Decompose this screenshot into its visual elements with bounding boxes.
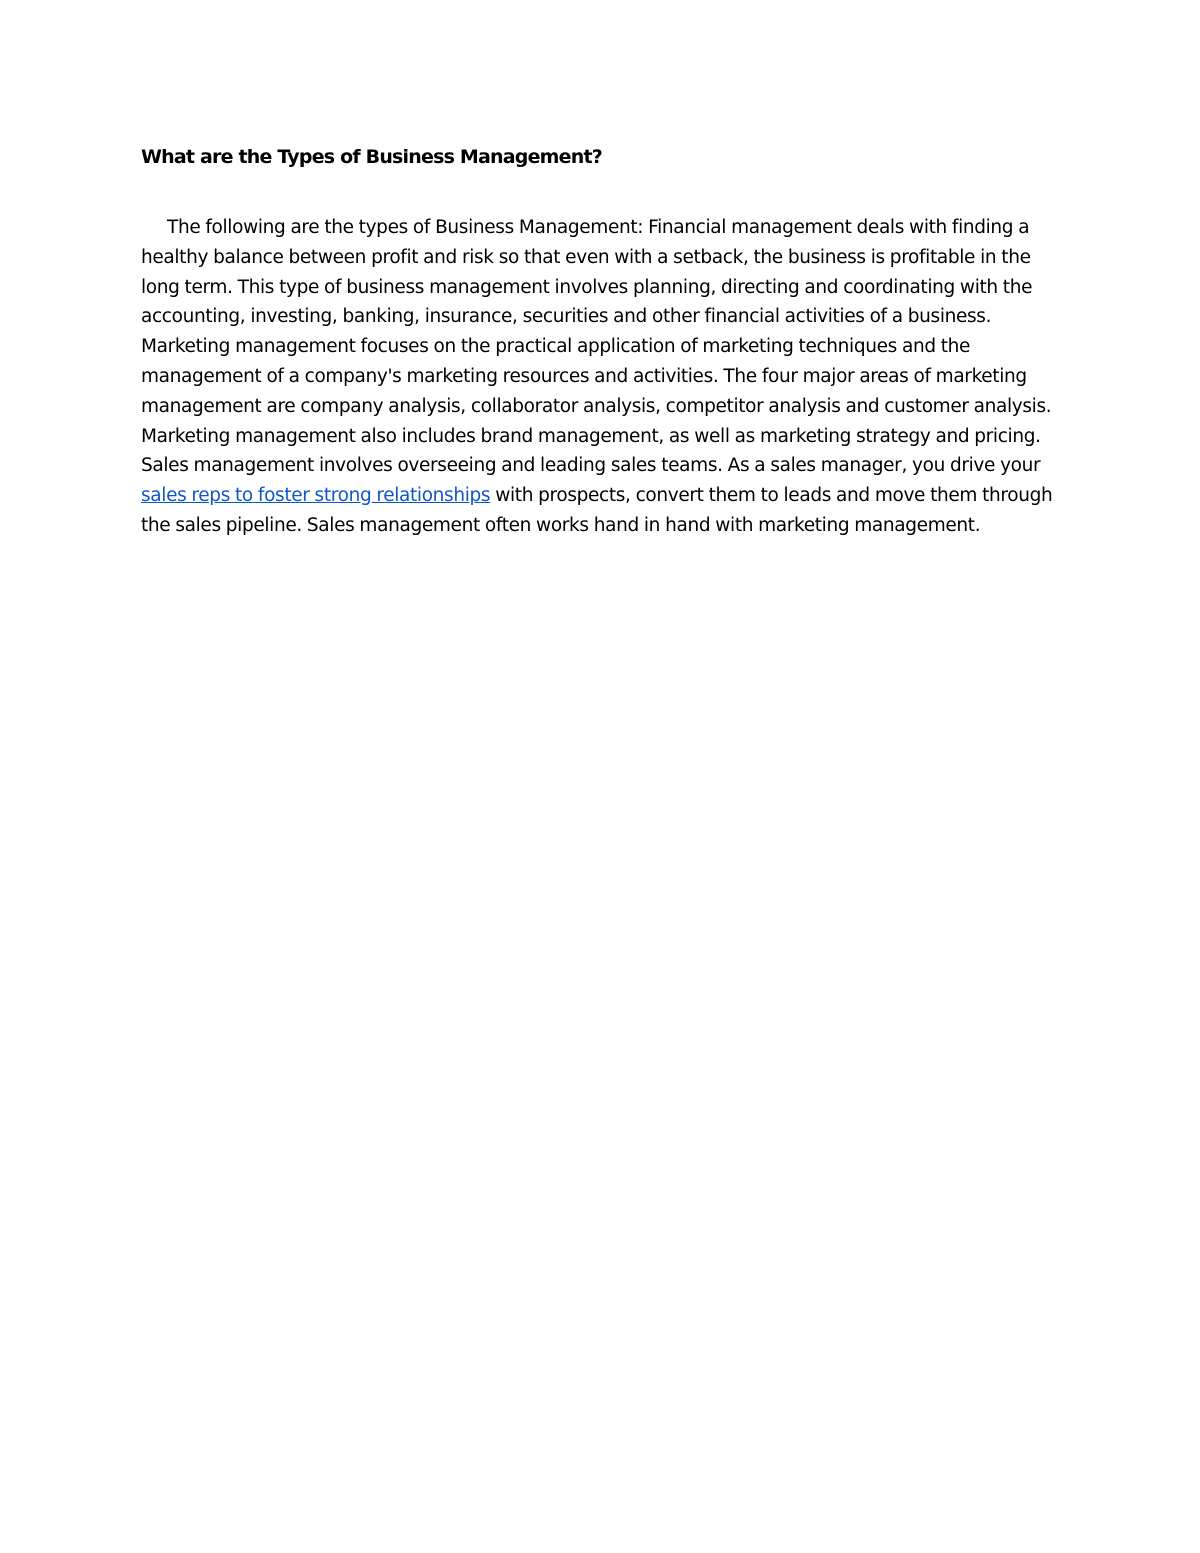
sales-reps-link[interactable]: sales reps to foster strong relationships [141,485,491,507]
document-title: What are the Types of Business Management? [141,146,602,168]
paragraph-text-before-link: The following are the types of Business Management: Financial management deals with finding a healthy balance between profit and risk so that even with a setback, the business is profitable in the long term. This type of business management involves planning, directing and coordinating with the accounting, investing, banking, insurance, securities and other financial activities of a business. Marketing management focuses on the practical application of marketing techniques and the management of a company's marketing resources and activities. The four major areas of marketing management are company analysis, collaborator analysis, competitor analysis and customer analysis. Marketing management also includes brand management, as well as marketing strategy and pricing. Sales management involves overseeing and leading sales teams. As a sales manager, you drive your [141,217,1052,477]
paragraph-text-after-link: with prospects, convert them to leads and move them through the sales pipeline. Sales management often works hand in hand with marketing management. [141,485,1053,536]
body-paragraph [141,213,1056,541]
